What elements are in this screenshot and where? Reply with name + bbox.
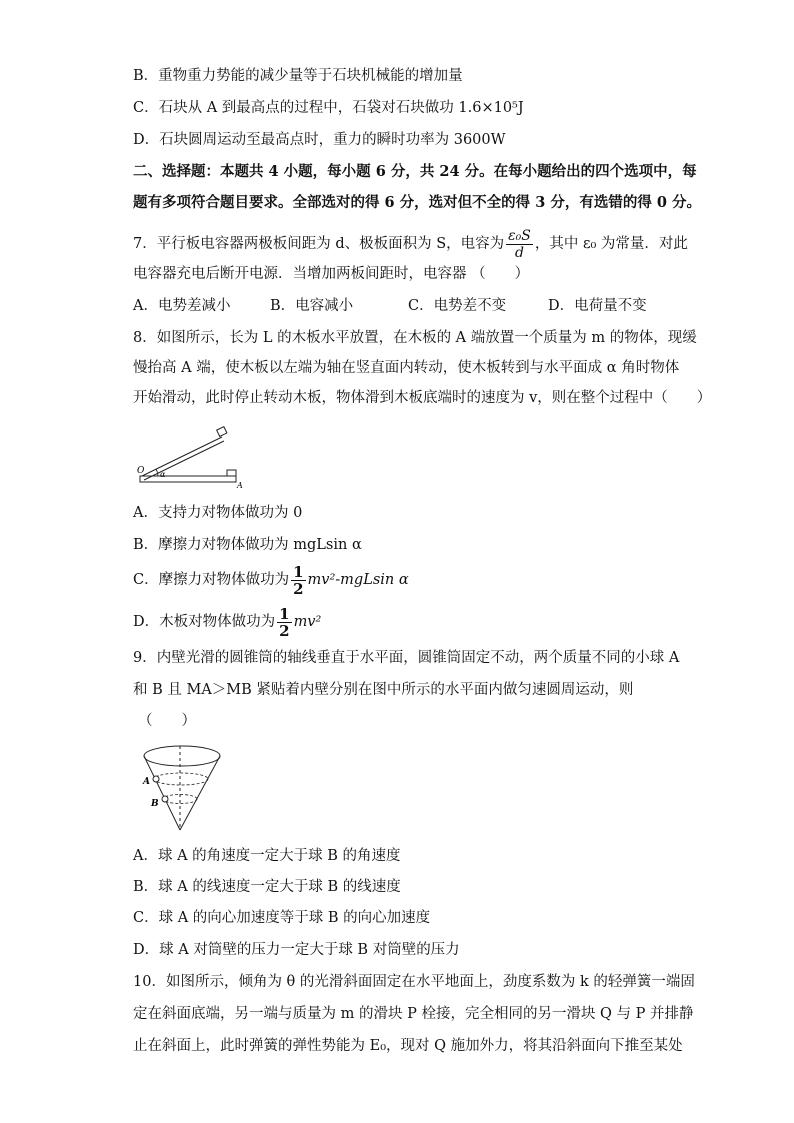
half-numerator: 1 <box>293 562 304 581</box>
option-d-q6: D．石块圆周运动至最高点时，重力的瞬时功率为 3600W <box>133 132 506 148</box>
q8-stem-line2: 慢抬高 A 端，使木板以左端为轴在竖直面内转动，使木板转到与水平面成 α 角时物体 <box>133 360 680 376</box>
q8-option-c <box>133 562 409 598</box>
label-b: B <box>151 799 159 809</box>
q7-stem-line1 <box>133 226 688 262</box>
label-a: A <box>143 777 150 787</box>
cone-left-wall <box>144 756 180 830</box>
cone-right-wall <box>180 756 220 830</box>
section-instructions: 题有多项符合题目要求。全部选对的得 6 分，选对但不全的得 3 分，有选错的得 0 分。 <box>133 194 702 211</box>
half-denominator: 2 <box>279 621 290 640</box>
q8-option-d <box>133 604 321 640</box>
half-numerator: 1 <box>279 604 290 623</box>
tilted-board-top <box>142 437 222 476</box>
q7-option-c: C．电势差不变 <box>408 298 507 314</box>
q7-option-a: A．电势差减小 <box>133 298 231 314</box>
q8-option-a: A．支持力对物体做功为 0 <box>133 505 303 521</box>
q8-option-c-post: mv²-mgLsin α <box>307 572 409 588</box>
q8-stem-line3: 开始滑动，此时停止转动木板，物体滑到木板底端时的速度为 v，则在整个过程中（ ） <box>133 390 712 406</box>
q8-option-d-pre: D．木板对物体做功为 <box>133 614 276 630</box>
option-b-q6: B．重物重力势能的减少量等于石块机械能的增加量 <box>133 68 463 84</box>
q8-option-b: B．摩擦力对物体做功为 mgLsin α <box>133 537 362 553</box>
label-alpha: α <box>160 470 166 479</box>
q8-option-d-post: mv² <box>293 614 322 630</box>
q9-stem-line2: 和 B 且 MA＞MB 紧贴着内壁分别在图中所示的水平面内做匀速圆周运动，则 <box>133 682 634 698</box>
q10-stem-line1: 10．如图所示，倾角为 θ 的光滑斜面固定在水平地面上，劲度系数为 k 的轻弹簧一端固 <box>133 974 695 990</box>
orbit-a <box>154 773 208 785</box>
q7-stem-line2: 电容器充电后断开电源．当增加两板间距时，电容器 （ ） <box>133 266 530 282</box>
half-denominator: 2 <box>293 579 304 598</box>
section-heading: 二、选择题：本题共 4 小题，每小题 6 分，共 24 分。在每小题给出的四个选项中，每 <box>133 163 697 180</box>
q8-incline-figure <box>136 425 256 491</box>
q7-frac-denominator: d <box>515 244 525 261</box>
q9-option-a: A．球 A 的角速度一定大于球 B 的角速度 <box>133 848 401 864</box>
angle-arc <box>156 469 158 476</box>
q8-option-d-half <box>277 606 291 639</box>
q7-option-d: D．电荷量不变 <box>548 298 647 314</box>
q9-stem-line1: 9．内壁光滑的圆锥筒的轴线垂直于水平面，圆锥筒固定不动，两个质量不同的小球 A <box>133 650 680 666</box>
q10-stem-line2: 定在斜面底端，另一端与质量为 m 的滑块 P 栓接，完全相同的另一滑块 Q 与 P 并排静 <box>133 1006 694 1022</box>
label-a: A <box>237 481 243 490</box>
q9-option-b: B．球 A 的线速度一定大于球 B 的线速度 <box>133 879 401 895</box>
q9-option-d: D．球 A 对筒壁的压力一定大于球 B 对筒壁的压力 <box>133 942 460 958</box>
q8-stem-line1: 8．如图所示，长为 L 的木板水平放置，在木板的 A 端放置一个质量为 m 的物体，现缓 <box>133 330 697 346</box>
q9-cone-figure <box>140 742 230 834</box>
q7-option-b: B．电容减小 <box>270 298 354 314</box>
label-o: O <box>137 466 145 476</box>
q10-stem-line3: 止在斜面上，此时弹簧的弹性势能为 E₀，现对 Q 施加外力，将其沿斜面向下推至某处 <box>133 1038 683 1054</box>
tilted-board-bottom <box>144 441 224 480</box>
block-on-board <box>217 427 227 437</box>
q8-option-c-half <box>291 564 305 597</box>
horizontal-board <box>140 476 236 482</box>
q8-option-c-pre: C．摩擦力对物体做功为 <box>133 572 290 588</box>
cone-rim <box>144 746 220 766</box>
q9-stem-line3: （ ） <box>138 713 196 729</box>
q7-frac-numerator: ε₀S <box>508 227 531 244</box>
ball-a <box>153 776 159 782</box>
ball-b <box>162 796 168 802</box>
q7-stem-post: ，其中 ε₀ 为常量．对此 <box>534 236 688 252</box>
q7-capacitance-fraction <box>506 228 533 261</box>
option-c-q6: C．石块从 A 到最高点的过程中，石袋对石块做功 1.6×10⁵J <box>133 100 524 116</box>
q9-option-c: C．球 A 的向心加速度等于球 B 的向心加速度 <box>133 910 431 926</box>
q7-stem-pre: 7．平行板电容器两极板间距为 d、极板面积为 S，电容为 <box>133 236 505 252</box>
block-at-a <box>227 470 236 476</box>
